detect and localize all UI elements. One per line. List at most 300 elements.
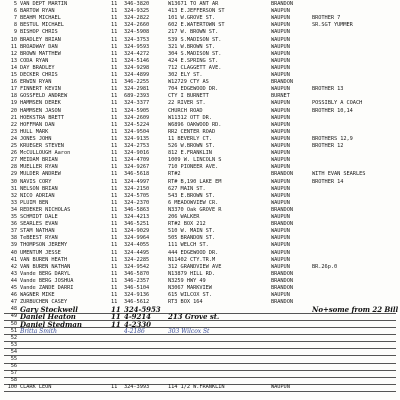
- roster-row: [0, 221, 400, 228]
- row-address: 444 EDGEWOOD DR.: [168, 249, 219, 256]
- row-name: Vande BERG JOSHUA: [20, 277, 74, 284]
- roster-row: [0, 136, 400, 143]
- row-phone: 324-9136: [124, 292, 150, 299]
- row-grade: 11: [111, 320, 121, 328]
- roster-row: [0, 328, 400, 335]
- row-name: Gary Stockwell: [20, 306, 78, 314]
- row-grade: 11: [111, 107, 118, 114]
- row-city: WAUPUN: [271, 157, 290, 164]
- row-city: WAUPUN: [271, 128, 290, 135]
- row-grade: 11: [111, 64, 118, 71]
- row-num: 32: [10, 192, 17, 199]
- row-phone: 346-2357: [124, 277, 150, 284]
- row-num: 35: [10, 214, 17, 220]
- roster-row: [0, 257, 400, 264]
- row-city: WAUPUN: [271, 199, 290, 206]
- row-num: 27: [10, 157, 17, 164]
- row-phone: 324-2822: [124, 15, 150, 22]
- row-name: BROWN MATTHEW: [20, 50, 61, 57]
- row-address: 101 W.GROVE ST.: [168, 15, 216, 22]
- row-grade: 11: [111, 150, 118, 157]
- row-grade: 11: [111, 270, 118, 277]
- row-grade: 11: [111, 164, 118, 171]
- row-name: Daniel Stedman: [20, 320, 82, 328]
- row-num: 40: [10, 249, 17, 256]
- row-city: BRANDON: [271, 270, 293, 277]
- row-city: WAUPUN: [271, 242, 290, 249]
- row-name: TeBEEST RYAN: [20, 235, 58, 242]
- row-city: WAUPUN: [271, 150, 290, 157]
- row-grade: 11: [111, 292, 118, 299]
- row-num: 17: [10, 86, 17, 93]
- row-address: 505 BRANDON ST.: [168, 235, 216, 242]
- row-address: N3067 MARKVIEW: [168, 285, 212, 291]
- row-phone: 324-9298: [124, 64, 150, 71]
- row-note: No+some from 22 Bill: [312, 306, 399, 314]
- roster-row: [0, 122, 400, 129]
- roster-row: [0, 313, 400, 320]
- row-num: 31: [10, 185, 17, 192]
- row-city: BRANDON: [271, 206, 293, 213]
- row-phone: 324-5953: [124, 306, 161, 314]
- row-phone: 324-4709: [124, 157, 150, 164]
- row-city: WAUPUN: [271, 192, 290, 199]
- row-num: 8: [13, 22, 17, 29]
- row-num: 100: [7, 384, 17, 391]
- row-phone: 324-9964: [124, 235, 150, 242]
- row-num: 29: [10, 171, 17, 178]
- row-grade: 11: [111, 178, 118, 185]
- row-phone: 4-2330: [124, 320, 151, 328]
- row-grade: 11: [111, 249, 118, 256]
- roster-row: [0, 193, 400, 200]
- row-num: 20: [10, 107, 17, 114]
- roster-row: [0, 306, 400, 313]
- row-num: 42: [10, 263, 17, 270]
- row-name: BRADLEY BRIAN: [20, 36, 61, 43]
- row-grade: 11: [111, 72, 118, 78]
- row-num: 15: [10, 72, 17, 78]
- row-name: JONES JOHN: [20, 135, 52, 142]
- row-grade: 11: [111, 242, 118, 249]
- row-grade: 11: [111, 143, 118, 149]
- row-grade: 11: [111, 313, 121, 321]
- row-phone: 346-5870: [124, 270, 150, 277]
- row-num: 34: [10, 206, 17, 213]
- row-address: 217 W. BROWN ST.: [168, 29, 219, 36]
- row-address: 627 MAIN ST.: [168, 185, 206, 192]
- row-name: WAGNER MIKE: [20, 292, 55, 299]
- row-grade: 11: [111, 263, 118, 270]
- row-grade: 11: [111, 15, 118, 22]
- row-grade: 11: [111, 192, 118, 199]
- row-phone: 324-3993: [124, 384, 150, 391]
- row-phone: 324-2370: [124, 199, 150, 206]
- row-phone: 324-3753: [124, 36, 150, 43]
- row-grade: 11: [111, 214, 118, 220]
- row-grade: 11: [111, 299, 118, 306]
- row-num: 18: [10, 93, 17, 100]
- row-name: HOFFMAN DAN: [20, 121, 55, 128]
- row-phone: 324-9029: [124, 228, 150, 235]
- row-name: BARTOW RYAN: [20, 8, 55, 15]
- roster-row: [0, 115, 400, 122]
- roster-row: [0, 72, 400, 79]
- row-name: VAN BUREN HEATH: [20, 256, 68, 263]
- row-city: WAUPUN: [271, 8, 290, 15]
- row-grade: 11: [111, 171, 118, 178]
- row-city: WAUPUN: [271, 135, 290, 142]
- row-name: McCULLOUGH Aaron: [20, 150, 71, 157]
- roster-row: [0, 384, 400, 391]
- row-grade: 11: [111, 206, 118, 213]
- roster-row: [0, 79, 400, 86]
- row-address: 22 RIVER ST.: [168, 100, 206, 107]
- row-city: WAUPUN: [271, 185, 290, 192]
- row-num: 52: [10, 334, 17, 341]
- roster-row: [0, 143, 400, 150]
- roster-row: [0, 377, 400, 384]
- row-phone: 346-5863: [124, 206, 150, 213]
- row-note: BR.26p.0: [312, 263, 338, 270]
- row-num: 9: [13, 29, 17, 36]
- row-grade: 11: [111, 199, 118, 206]
- row-name: STAM NATHAN: [20, 228, 55, 235]
- row-num: 30: [10, 178, 17, 185]
- row-name: Daniel Heaton: [20, 313, 76, 321]
- row-num: 19: [10, 100, 17, 107]
- row-num: 44: [10, 277, 17, 284]
- row-grade: 11: [111, 256, 118, 263]
- row-address: 303 Wilcox St: [168, 327, 210, 335]
- row-grade: 11: [111, 50, 118, 57]
- row-name: VAN DEPT MARTIN: [20, 1, 68, 7]
- roster-row: [0, 242, 400, 249]
- row-note: BROTHERS 12,9: [312, 135, 353, 142]
- row-city: WAUPUN: [271, 22, 290, 29]
- row-address: 321 W.BROWN ST.: [168, 43, 216, 50]
- row-grade: 11: [111, 43, 118, 50]
- roster-row: [0, 200, 400, 207]
- roster-row: [0, 171, 400, 178]
- row-phone: 324-5146: [124, 57, 150, 64]
- row-phone: 4-2186: [124, 327, 145, 335]
- row-address: W11312 OTT DR.: [168, 114, 212, 121]
- row-phone: 324-2285: [124, 256, 150, 263]
- row-address: RT3 BOX 164: [168, 299, 203, 306]
- row-num: 51: [10, 327, 17, 334]
- roster-row: [0, 179, 400, 186]
- row-note: WITH EVAN SEARLES: [312, 171, 366, 178]
- row-grade: 11: [111, 86, 118, 93]
- row-note: BROTHER 7: [312, 15, 341, 22]
- row-phone: 346-5612: [124, 299, 150, 306]
- row-grade: 11: [111, 22, 118, 29]
- row-address: CHURCH ROAD: [168, 107, 203, 114]
- row-num: 55: [10, 356, 17, 362]
- row-name: VAN BUREN NATHAN: [20, 263, 71, 270]
- row-name: BROADWAY DAN: [20, 43, 58, 50]
- row-address: 114 1/2 W.FRANKLIN: [168, 384, 225, 391]
- row-grade: 11: [111, 185, 118, 192]
- row-address: 11 BEVERLY CT.: [168, 135, 212, 142]
- row-address: RT#2: [168, 171, 181, 178]
- row-name: DECKER CHRIS: [20, 72, 58, 78]
- row-name: GOSSFELD ANDREW: [20, 93, 68, 100]
- row-num: 6: [13, 8, 17, 15]
- row-num: 7: [13, 15, 17, 22]
- row-city: WAUPUN: [271, 50, 290, 57]
- row-address: N3259 HWY 49: [168, 277, 206, 284]
- row-address: 526 W.BROWN ST.: [168, 143, 216, 149]
- row-num: 49: [10, 313, 17, 320]
- row-phone: 324-4272: [124, 50, 150, 57]
- row-num: 41: [10, 256, 17, 263]
- row-num: 25: [10, 143, 17, 149]
- rule-line: [4, 391, 396, 392]
- row-phone: 324-4997: [124, 178, 150, 185]
- row-phone: 324-3377: [124, 100, 150, 107]
- row-phone: 324-4899: [124, 72, 150, 78]
- row-grade: 11: [111, 121, 118, 128]
- roster-row: [0, 93, 400, 100]
- row-name: ERWIN RYAN: [20, 79, 52, 86]
- roster-row: [0, 8, 400, 15]
- row-num: 48: [10, 306, 17, 313]
- row-city: WAUPUN: [271, 292, 290, 299]
- row-name: CODA RYAN: [20, 57, 49, 64]
- row-phone: 346-2255: [124, 79, 150, 86]
- row-num: 11: [10, 43, 17, 50]
- row-city: WAUPUN: [271, 43, 290, 50]
- row-city: BRANDON: [271, 1, 293, 7]
- row-phone: 324-2609: [124, 114, 150, 121]
- roster-row: [0, 108, 400, 115]
- roster-row: [0, 342, 400, 349]
- row-address: 602 E.WATERTOWN ST: [168, 22, 225, 29]
- row-grade: 11: [111, 93, 118, 100]
- row-address: N13879 HILL RD.: [168, 270, 216, 277]
- row-num: 50: [10, 320, 17, 327]
- row-num: 13: [10, 57, 17, 64]
- row-grade: 11: [111, 128, 118, 135]
- row-name: Britta Smith: [20, 327, 57, 335]
- roster-row: [0, 349, 400, 356]
- row-name: REDEKER NICHOLAS: [20, 206, 71, 213]
- row-address: 424 E.SPRING ST.: [168, 57, 219, 64]
- roster-row: [0, 292, 400, 299]
- row-grade: 11: [111, 1, 118, 7]
- row-city: WAUPUN: [271, 178, 290, 185]
- row-grade: 11: [111, 285, 118, 291]
- row-name: Vande BERG DARYL: [20, 270, 71, 277]
- row-city: WAUPUN: [271, 100, 290, 107]
- row-phone: 324-2981: [124, 86, 150, 93]
- row-name: HULL MARK: [20, 128, 49, 135]
- roster-row: [0, 264, 400, 271]
- row-num: 43: [10, 270, 17, 277]
- roster-row: [0, 129, 400, 136]
- row-phone: 324-4055: [124, 242, 150, 249]
- roster-row: [0, 150, 400, 157]
- row-grade: 11: [111, 57, 118, 64]
- row-address: 1009 W. LINCOLN S: [168, 157, 222, 164]
- roster-row: [0, 214, 400, 221]
- row-city: BRANDON: [271, 277, 293, 284]
- row-address: 213 Grove st.: [168, 313, 220, 321]
- row-address: 615 WILCOX ST.: [168, 292, 212, 299]
- roster-row: [0, 15, 400, 22]
- row-grade: 11: [111, 79, 118, 86]
- row-phone: 4-9214: [124, 313, 151, 321]
- row-name: FINNERT KEVIN: [20, 86, 61, 93]
- row-city: WAUPUN: [271, 164, 290, 171]
- row-name: BESTUL MICHAEL: [20, 22, 64, 29]
- row-phone: 324-9016: [124, 150, 150, 157]
- row-grade: 11: [111, 384, 118, 391]
- row-city: WAUPUN: [271, 228, 290, 235]
- row-num: 23: [10, 128, 17, 135]
- row-city: WAUPUN: [271, 107, 290, 114]
- row-num: 46: [10, 292, 17, 299]
- row-address: 304 S.MADISON ST.: [168, 50, 222, 57]
- row-num: 14: [10, 64, 17, 71]
- row-address: W12729 CTY AS: [168, 79, 209, 86]
- row-grade: 11: [111, 306, 121, 314]
- row-phone: 689-2393: [124, 93, 150, 100]
- roster-row: [0, 321, 400, 328]
- roster-row: [0, 58, 400, 65]
- row-num: 21: [10, 114, 17, 121]
- row-address: 712 CLAGGETT AVE.: [168, 64, 222, 71]
- row-grade: 11: [111, 36, 118, 43]
- row-city: WAUPUN: [271, 214, 290, 220]
- row-address: N11402 CTY.TR.M: [168, 256, 216, 263]
- row-phone: 324-5908: [124, 29, 150, 36]
- row-num: 54: [10, 348, 17, 355]
- row-phone: 324-2150: [124, 185, 150, 192]
- row-city: BRANDON: [271, 221, 293, 228]
- roster-row: [0, 299, 400, 306]
- row-name: KRUEGER STEVEN: [20, 143, 64, 149]
- row-city: WAUPUN: [271, 29, 290, 36]
- roster-row: [0, 271, 400, 278]
- row-grade: 11: [111, 29, 118, 36]
- row-name: UMENTUM JESSE: [20, 249, 61, 256]
- row-num: 5: [13, 1, 17, 7]
- row-city: WAUPUN: [271, 64, 290, 71]
- row-address: N3370 Oak GROVE R: [168, 206, 222, 213]
- row-name: CLARK LEON: [20, 384, 52, 391]
- roster-row: [0, 22, 400, 29]
- row-grade: 11: [111, 235, 118, 242]
- row-phone: 324-2753: [124, 143, 150, 149]
- row-num: 56: [10, 363, 17, 370]
- row-address: 312 GRANDVIEW AVE: [168, 263, 222, 270]
- row-city: WAUPUN: [271, 249, 290, 256]
- row-name: HOEKSTRA BRETT: [20, 114, 64, 121]
- row-city: BRANDON: [271, 285, 293, 291]
- roster-row: [0, 228, 400, 235]
- row-name: NELSON BRIAN: [20, 185, 58, 192]
- row-name: HAMMSEN JASON: [20, 107, 61, 114]
- row-phone: 324-5905: [124, 107, 150, 114]
- row-grade: 11: [111, 228, 118, 235]
- row-address: 111 WELCH ST.: [168, 242, 209, 249]
- roster-row: [0, 100, 400, 107]
- row-phone: 324-9593: [124, 43, 150, 50]
- row-name: PLUIM BEN: [20, 199, 49, 206]
- row-city: WAUPUN: [271, 15, 290, 22]
- row-phone: 324-4495: [124, 249, 150, 256]
- row-city: WAUPUN: [271, 384, 290, 391]
- row-phone: 324-9542: [124, 263, 150, 270]
- row-num: 36: [10, 221, 17, 228]
- row-address: 710 PIONEER AVE.: [168, 164, 219, 171]
- row-num: 57: [10, 370, 17, 377]
- row-grade: 11: [111, 8, 118, 15]
- row-city: WAUPUN: [271, 57, 290, 64]
- row-grade: 11: [111, 221, 118, 228]
- row-name: BEAHM MICHAEL: [20, 15, 61, 22]
- roster-row: [0, 65, 400, 72]
- roster-row: [0, 207, 400, 214]
- row-name: THOMPSON JEREMY: [20, 242, 68, 249]
- row-num: 22: [10, 121, 17, 128]
- roster-row: [0, 29, 400, 36]
- row-city: WAUPUN: [271, 263, 290, 270]
- row-note: BROTHER 12: [312, 143, 344, 149]
- row-address: RT#2 BOX 212: [168, 221, 206, 228]
- row-name: MULDER ANDREW: [20, 171, 61, 178]
- roster-row: [0, 363, 400, 370]
- row-name: Vande ZANDE DARRI: [20, 285, 74, 291]
- roster-row: [0, 250, 400, 257]
- row-num: 37: [10, 228, 17, 235]
- row-address: RR2 CENTER ROAD: [168, 128, 216, 135]
- roster-row: [0, 1, 400, 8]
- row-address: 6 MEADOWVIEW CR.: [168, 199, 219, 206]
- row-name: SEARLES EVAN: [20, 221, 58, 228]
- row-phone: 324-9267: [124, 164, 150, 171]
- row-name: NICO ADRIAN: [20, 192, 55, 199]
- row-city: WAUPUN: [271, 72, 290, 78]
- row-city: WAUPUN: [271, 256, 290, 263]
- row-address: W13671 TO ANT AR: [168, 1, 219, 7]
- roster-row: [0, 335, 400, 342]
- roster-row: [0, 235, 400, 242]
- row-grade: 11: [111, 114, 118, 121]
- row-city: BURNET: [271, 93, 290, 100]
- row-city: WAUPUN: [271, 36, 290, 43]
- row-address: CTY I BURNETT: [168, 93, 209, 100]
- row-num: 39: [10, 242, 17, 249]
- row-address: 543 E.BROWN ST.: [168, 192, 216, 199]
- row-phone: 346-5104: [124, 285, 150, 291]
- roster-row: [0, 164, 400, 171]
- row-address: 704 EDGEWOOD DR.: [168, 86, 219, 93]
- row-name: MUELLER RYAN: [20, 164, 58, 171]
- row-city: WAUPUN: [271, 121, 290, 128]
- roster-row: [0, 370, 400, 377]
- row-num: 53: [10, 341, 17, 348]
- row-note: BROTHER 13: [312, 86, 344, 93]
- row-city: WAUPUN: [271, 235, 290, 242]
- row-name: HAMMSEN DEREK: [20, 100, 61, 107]
- row-num: 24: [10, 135, 17, 142]
- row-city: BRANDON: [271, 299, 293, 306]
- row-num: 58: [10, 377, 17, 384]
